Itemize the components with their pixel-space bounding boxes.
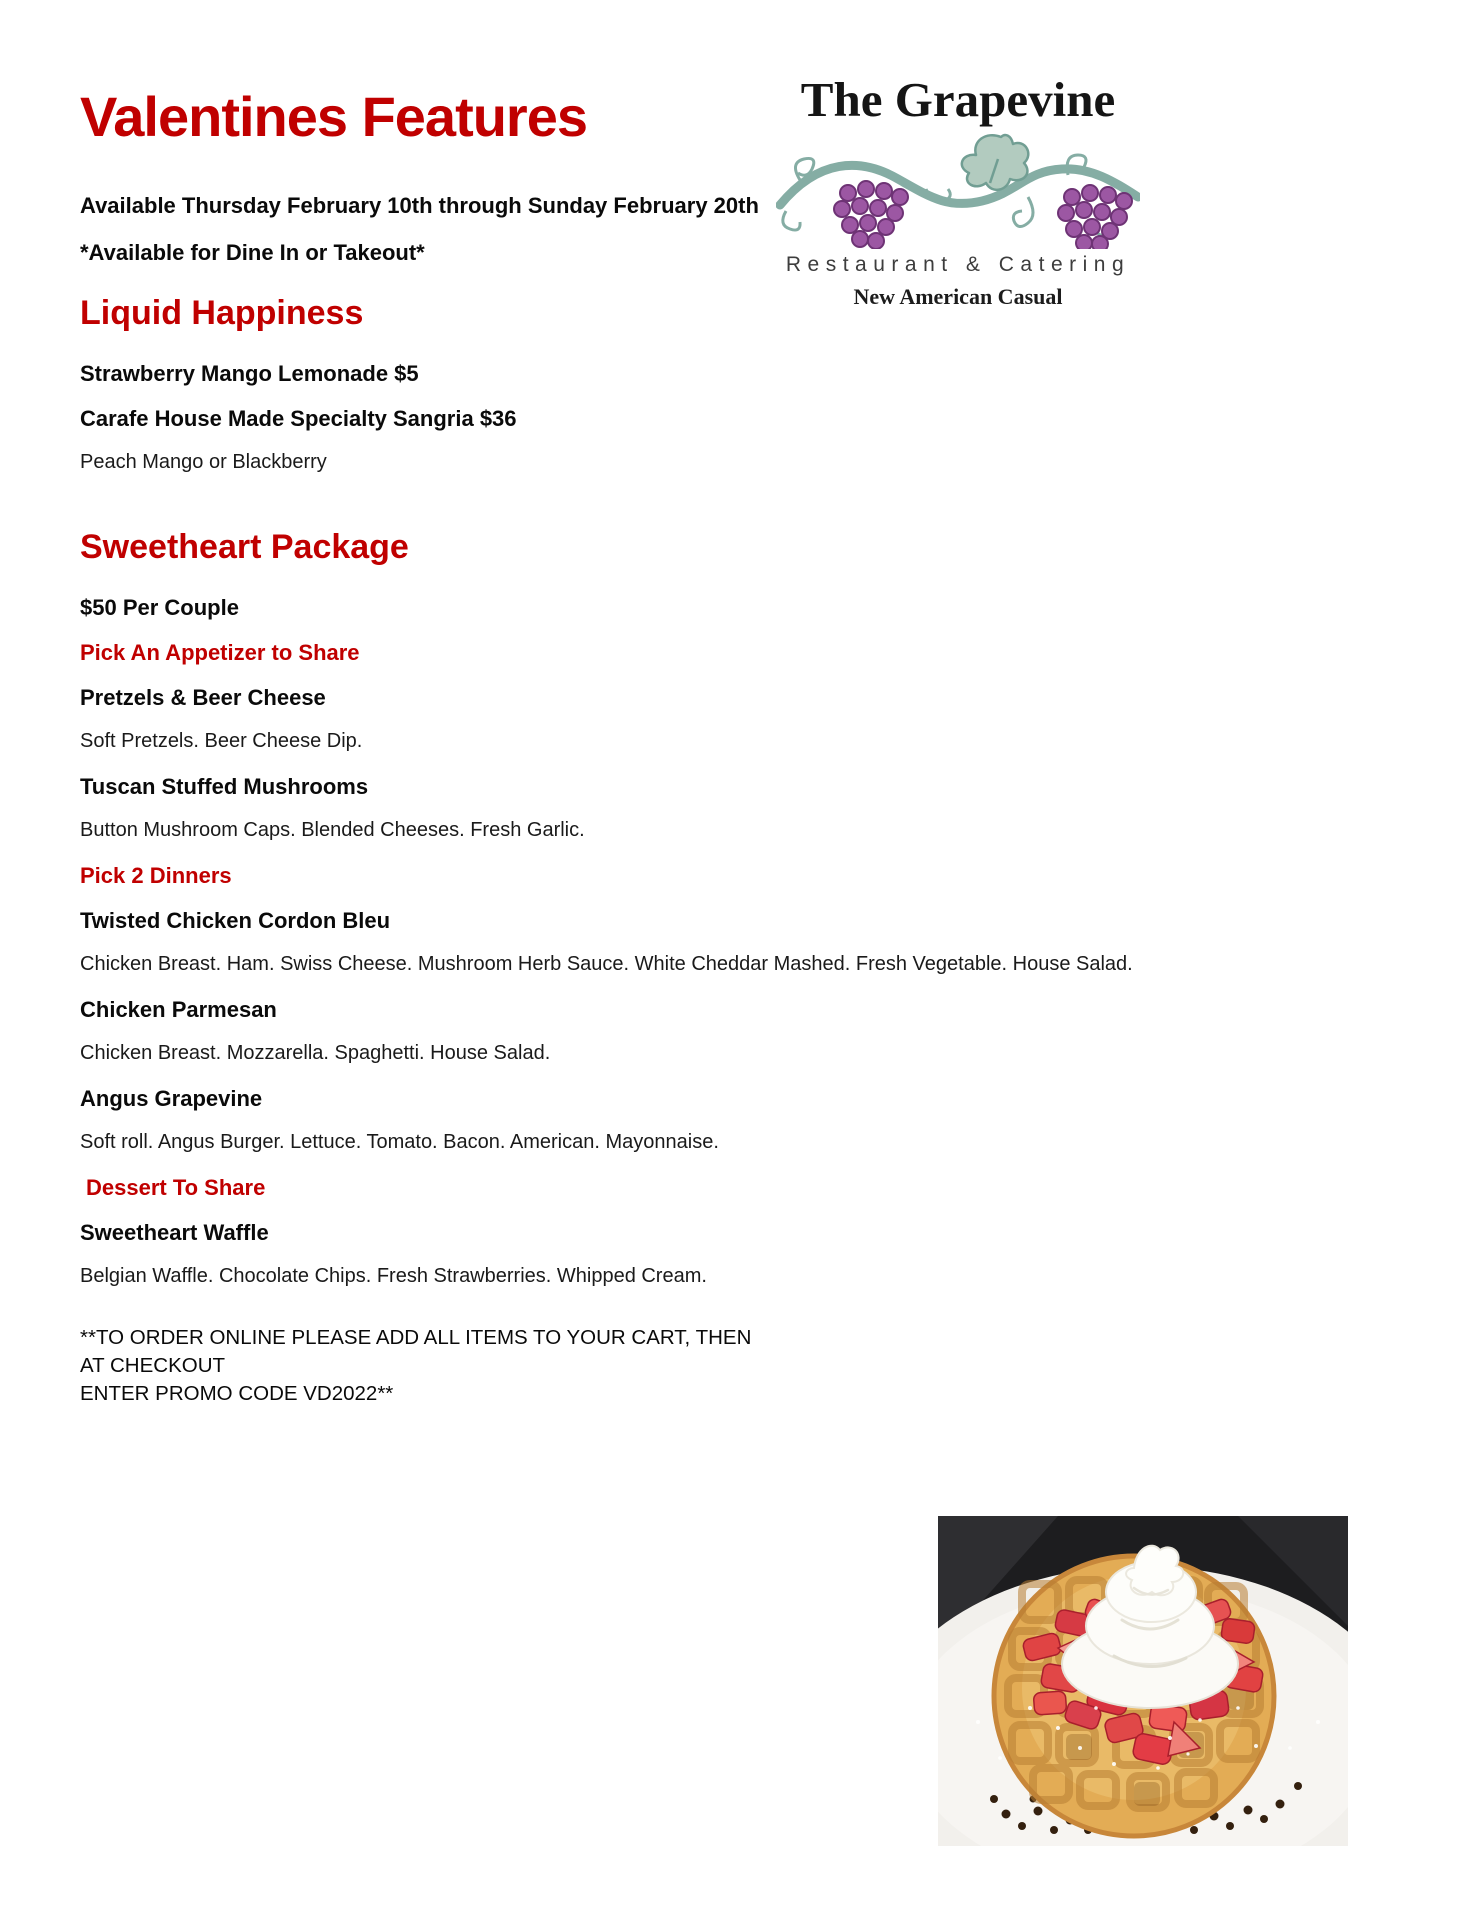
logo-tagline: Restaurant & Catering (785, 253, 1131, 277)
menu-item-name: Twisted Chicken Cordon Bleu (80, 907, 391, 933)
section-heading-liquid-happiness: Liquid Happiness (80, 293, 364, 332)
subheading-dessert: Dessert To Share (86, 1174, 266, 1200)
promo-note-line1: **TO ORDER ONLINE PLEASE ADD ALL ITEMS TO YOUR CART, THEN AT CHECKOUT (80, 1325, 752, 1377)
menu-item-name: Strawberry Mango Lemonade $5 (80, 360, 419, 386)
subheading-dinners: Pick 2 Dinners (80, 862, 232, 888)
page-title: Valentines Features (80, 85, 588, 148)
availability-dates: Available Thursday February 10th through Sunday February 20th (80, 192, 759, 218)
section-heading-sweetheart-package: Sweetheart Package (80, 527, 409, 566)
logo-subtitle: New American Casual (853, 284, 1063, 310)
package-price: $50 Per Couple (80, 594, 239, 620)
promo-note-line2: ENTER PROMO CODE VD2022** (80, 1381, 394, 1405)
menu-item-desc: Button Mushroom Caps. Blended Cheeses. Fresh Garlic. (80, 818, 585, 841)
menu-item-name: Chicken Parmesan (80, 996, 277, 1022)
menu-item-desc: Soft Pretzels. Beer Cheese Dip. (80, 729, 363, 752)
menu-item-name: Pretzels & Beer Cheese (80, 684, 326, 710)
availability-note: *Available for Dine In or Takeout* (80, 239, 425, 265)
menu-item-name: Angus Grapevine (80, 1085, 263, 1111)
menu-item-name: Sweetheart Waffle (80, 1219, 269, 1245)
promo-note (80, 1324, 780, 1408)
logo-name: The Grapevine (800, 72, 1116, 127)
subheading-appetizer: Pick An Appetizer to Share (80, 639, 360, 665)
menu-item-desc: Peach Mango or Blackberry (80, 450, 327, 473)
menu-item-desc: Soft roll. Angus Burger. Lettuce. Tomato. Bacon. American. Mayonnaise. (80, 1130, 719, 1153)
menu-item-desc: Chicken Breast. Mozzarella. Spaghetti. House Salad. (80, 1041, 551, 1064)
waffle-photo (938, 1516, 1348, 1846)
menu-item-desc: Chicken Breast. Ham. Swiss Cheese. Mushroom Herb Sauce. White Cheddar Mashed. Fresh Vegetable. House Salad. (80, 952, 1133, 975)
menu-item-name: Carafe House Made Specialty Sangria $36 (80, 405, 517, 431)
menu-item-desc: Belgian Waffle. Chocolate Chips. Fresh Strawberries. Whipped Cream. (80, 1264, 707, 1287)
menu-content (80, 85, 1404, 1408)
menu-item-name: Tuscan Stuffed Mushrooms (80, 773, 369, 799)
